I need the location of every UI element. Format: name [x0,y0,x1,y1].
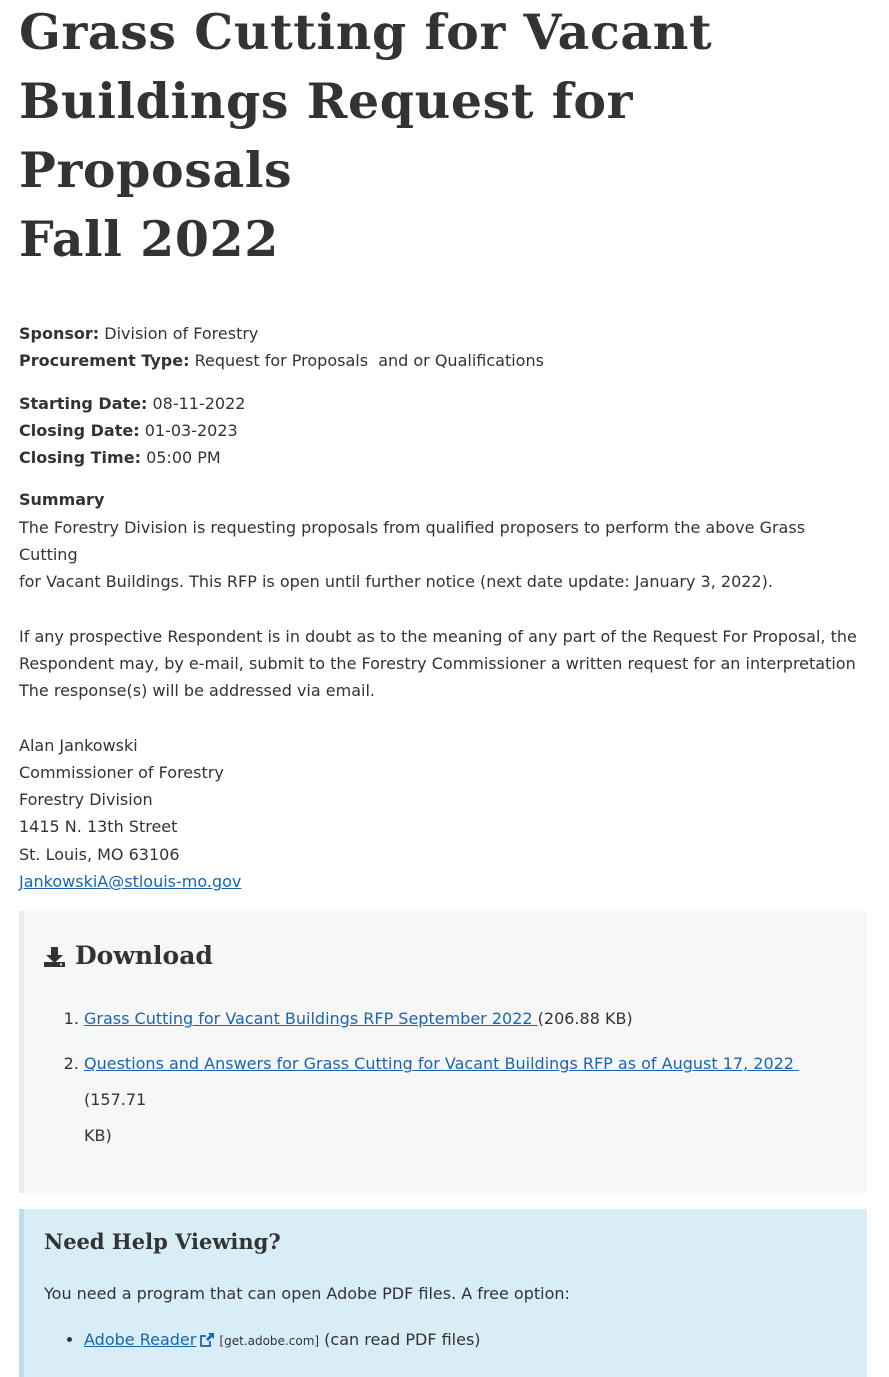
download-icon [44,947,65,967]
procurement-type-label: Procurement Type: [19,351,190,371]
page-title-line-1: Grass Cutting for Vacant [19,3,713,61]
help-text: You need a program that can open Adobe PDF files. A free option: [44,1284,570,1304]
external-link-icon [200,1333,214,1347]
contact-city: St. Louis, MO 63106 [19,844,180,864]
contact-email-link[interactable]: JankowskiA@stlouis-mo.gov [19,872,242,892]
dates-block [19,390,867,472]
download-size-rfp: (206.88 KB) [537,1009,633,1029]
closing-date-label: Closing Date: [19,420,140,440]
summary-paragraph-1-line-2: for Vacant Buildings. This RFP is open until further notice (next date update: January 3, 2022). [19,572,773,592]
download-heading [44,939,847,973]
closing-time-label: Closing Time: [19,448,141,468]
page-title [19,0,867,274]
contact-division: Forestry Division [19,790,153,810]
download-item [84,1001,847,1037]
summary-block [19,486,867,895]
sponsor-value: Division of Forestry [104,324,259,343]
closing-date-value: 01-03-2023 [144,420,238,440]
download-link-qa[interactable]: Questions and Answers for Grass Cutting for Vacant Buildings RFP as of August 17, 2022 [84,1054,800,1074]
adobe-reader-link-text: Adobe Reader [84,1330,197,1350]
page-title-line-2: Buildings Request for Proposals [19,72,634,199]
contact-title: Commissioner of Forestry [19,762,224,782]
help-heading: Need Help Viewing? [44,1229,281,1255]
download-size-qa-part-1: (157.71 [84,1090,147,1110]
adobe-reader-domain: [get.adobe.com] [219,1334,320,1349]
summary-paragraph-1 [19,514,867,596]
help-list [44,1328,847,1353]
download-size-qa [84,1090,146,1145]
download-list [44,1001,847,1154]
summary-paragraph-2-line-3: The response(s) will be addressed via email. [19,681,375,701]
summary-paragraph-2-line-2: Respondent may, by e-mail, submit to the Forestry Commissioner a written request for an interpretation [19,653,856,673]
sponsor-row [19,320,867,347]
download-size-qa-part-2: KB) [84,1126,112,1146]
starting-date-value: 08-11-2022 [152,393,246,413]
procurement-type-value: Request for Proposals and or Qualifications [194,351,544,371]
summary-paragraph-2 [19,623,867,705]
adobe-reader-note: (can read PDF files) [324,1330,481,1350]
download-item [84,1046,847,1154]
contact-name: Alan Jankowski [19,735,138,755]
page-title-line-3: Fall 2022 [19,210,279,268]
starting-date-row [19,390,867,417]
download-heading-text: Download [75,941,213,971]
download-panel [19,911,867,1193]
procurement-type-row [19,347,867,374]
help-list-item [84,1328,847,1353]
starting-date-label: Starting Date: [19,393,148,413]
contact-block [19,732,867,896]
main-content [19,0,867,1377]
adobe-reader-link[interactable] [84,1330,214,1349]
summary-paragraph-2-line-1: If any prospective Respondent is in doubt as to the meaning of any part of the Request For Proposal, the [19,626,857,646]
contact-street: 1415 N. 13th Street [19,817,178,837]
sponsor-block [19,320,867,375]
help-panel [19,1209,867,1377]
closing-date-row [19,417,867,444]
summary-title: Summary [19,490,105,510]
sponsor-label: Sponsor: [19,324,100,343]
closing-time-row [19,444,867,471]
closing-time-value: 05:00 PM [146,448,221,468]
download-link-rfp[interactable]: Grass Cutting for Vacant Buildings RFP September 2022 [84,1009,538,1029]
summary-paragraph-1-line-1: The Forestry Division is requesting proposals from qualified proposers to perform the above Grass Cutting [19,517,806,565]
